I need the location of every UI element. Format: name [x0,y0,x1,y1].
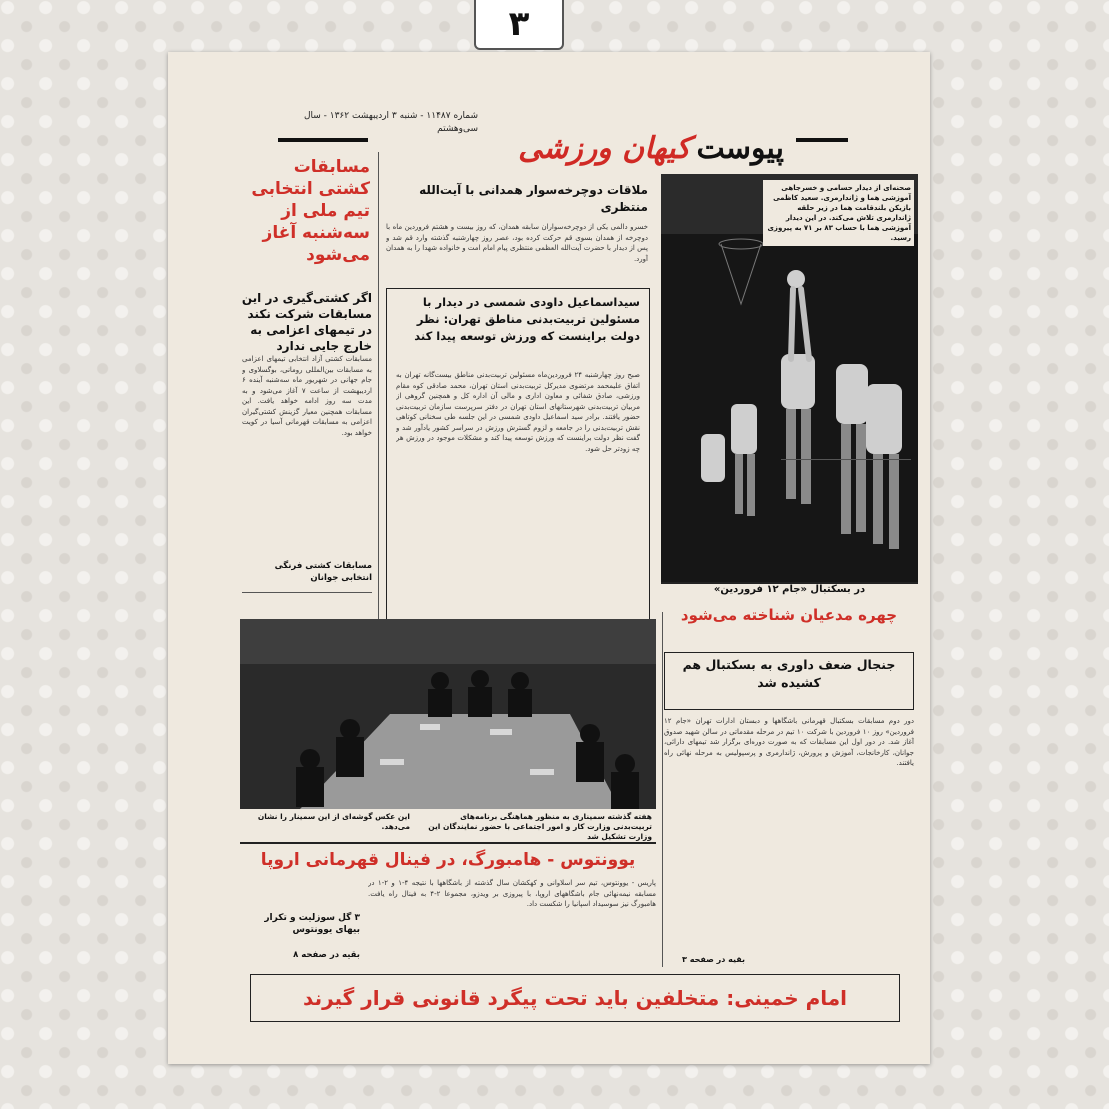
meeting-scene-image [240,619,656,809]
center-box-body: صبح روز چهارشنبه ۲۴ فروردین‌ماه مسئولین تربیت‌بدنی مناطق بیست‌گانه تهران به اتفاق علیمحمد مرتضوی مدیرکل تربیت‌بدنی استان تهران، محمد صادقی کوه مقام ورزشی، صادق شفائی و معاون اداری و مالی آن اداره کل و همچنین گروهی از مربیان تربیت‌بدنی شهرستانهای استان تهران در دفتر سرپرست سازمان تربیت‌بدنی حضور یافتند. برادر سید اسماعیل داودی شمسی در این جلسه طی سخنانی کوتاهی نقش تربیت‌بدنی را در جامعه و لزوم گسترش ورزش در سراسر کشور یادآور شد و گفت نظر دولت براینست که ورزش توسعه پیدا کند و مشکلات موجود در ورزش هر چه زودتر حل شود. [396,371,640,453]
football-headline: یوونتوس - هامبورگ، در فینال قهرمانی اروپا [260,850,636,870]
football-body: پاریس - یوونتوس، تیم سر اسلاوانی و کهکشان سال گذشته از باشگاهها با نتیجه ۴-۱ و ۲-۱ در مسابقه نیمه‌نهائی جام باشگاههای اروپا، با پیروزی بر ویدزو، مجموعا ۲-۴ به فینال راه یافت. هامبورگ نیز سوسیداد اسپانیا را شکست داد. [368,879,656,908]
left-divider [242,592,372,593]
basketball-photo-caption-box [763,180,914,246]
basketball-bottom-caption: در بسکتبال «جام ۱۲ فروردین» [713,584,866,595]
left-column-rule [378,152,379,622]
center-box-headline: سیداسماعیل داودی شمسی در دیدار با مسئولین تربیت‌بدنی مناطق تهران: نظر دولت براینست که ورزش توسعه پیدا کند [414,295,640,343]
masthead [486,128,816,168]
football-subhead: ۳ گل سوزلیت و تکرار بیهای یوونتوس [264,913,360,935]
center-top-body: خسرو دالمی یکی از دوچرخه‌سواران سابقه همدان، که روز بیست و هشتم فروردین ماه با دوچرخه از همدان بسوی قم حرکت کرده بود، عصر روز چهارشنبه گذشته وارد قم شد و پس از دیدار با حضرت آیت‌الله العظمی منتظری پیام امام امت و خانواده شهدا را به همدان آورد. [386,223,648,263]
right-lower-headline: چهره مدعیان شناخته می‌شود [680,606,898,624]
left-body: مسابقات کشتی آزاد انتخابی تیمهای اعزامی به مسابقات بین‌المللی رومانی، بوگسلاوی و جام جهانی در شهریور ماه سه‌شنبه آینده ۶ اردیبهشت از ساعت ۷ آغاز می‌شود و به مدت سه روز ادامه خواهد یافت. این مسابقات همچنین معیار گزینش کشتی‌گیران اعزامی به مسابقات قهرمانی آسیا در کویت خواهد بود. [242,355,372,437]
left-subhead-2: مسابقات کشتی فرنگی انتخابی جوانان [274,561,372,583]
newspaper-page [168,52,930,1064]
meeting-bottom-rule [240,842,656,844]
bottom-banner: امام خمینی: متخلفین باید تحت پیگرد قانونی قرار گیرند [250,974,900,1022]
right-lower-column-rule [662,612,663,967]
left-headline: مسابقات کشتی انتخابی تیم ملی از سه‌شنبه آغاز می‌شود [251,157,370,265]
right-lower-body: دور دوم مسابقات بسکتبال قهرمانی باشگاهها و دبستان ادارات تهران «جام ۱۲ فروردین» روز ۱۰ فروردین با شرکت ۱۰ تیم در مرحله مقدماتی در سالن شهید صدوق آغاز شد. در دور اول این مسابقات که به صورت دوره‌ای برگزار شد تیمهای دارائی، جوانان، کارخانجات، آموزش و پرورش، ژاندارمری و پرسپولیس به مرحله نهائی راه یافتند. [664,717,914,767]
basketball-photo-caption: صحنه‌ای از دیدار حسامی و خسرجاهی آموزشی هما و ژاندارمری. سعید کاظمی بازیکن بلند‌قامت هما در زیر حلقه ژاندارمری تلاش می‌کند. در این دیدار آموزشی هما با حساب ۸۳ بر ۷۱ به پیروزی رسید. [767,184,911,242]
masthead-rule-left [278,138,368,142]
right-lower-subheadline: جنجال ضعف داوری به بسکتبال هم کشیده شد [682,657,896,690]
meeting-caption-right: هفته گذشته سمیناری به منظور هماهنگی برنامه‌های تربیت‌بدنی وزارت کار و امور اجتماعی با حضور نمایندگان این وزارت تشکیل شد [428,812,652,841]
page-number-tag: ۳ [474,0,564,50]
football-continued: بقیه در صفحه ۸ [293,950,360,960]
meeting-photo [240,619,656,809]
right-lower-continued: بقیه در صفحه ۳ [682,955,745,964]
meeting-caption-left: این عکس گوشه‌ای از این سمینار را نشان می‌دهد. [257,812,410,831]
masthead-word-1: پیوست [696,130,784,166]
left-subheadline: اگر کشتی‌گیری در این مسابقات شرکت نکند در تیمهای اعزامی به خارج جایی ندارد [241,291,372,353]
center-top-headline: ملاقات دوچرخه‌سوار همدانی با آیت‌الله منتظری [419,183,648,214]
masthead-word-2: کیهان ورزشی [518,130,691,166]
issue-line: شماره ۱۱۴۸۷ - شنبه ۳ اردیبهشت ۱۳۶۲ - سال سی‌وهشتم [303,111,478,134]
